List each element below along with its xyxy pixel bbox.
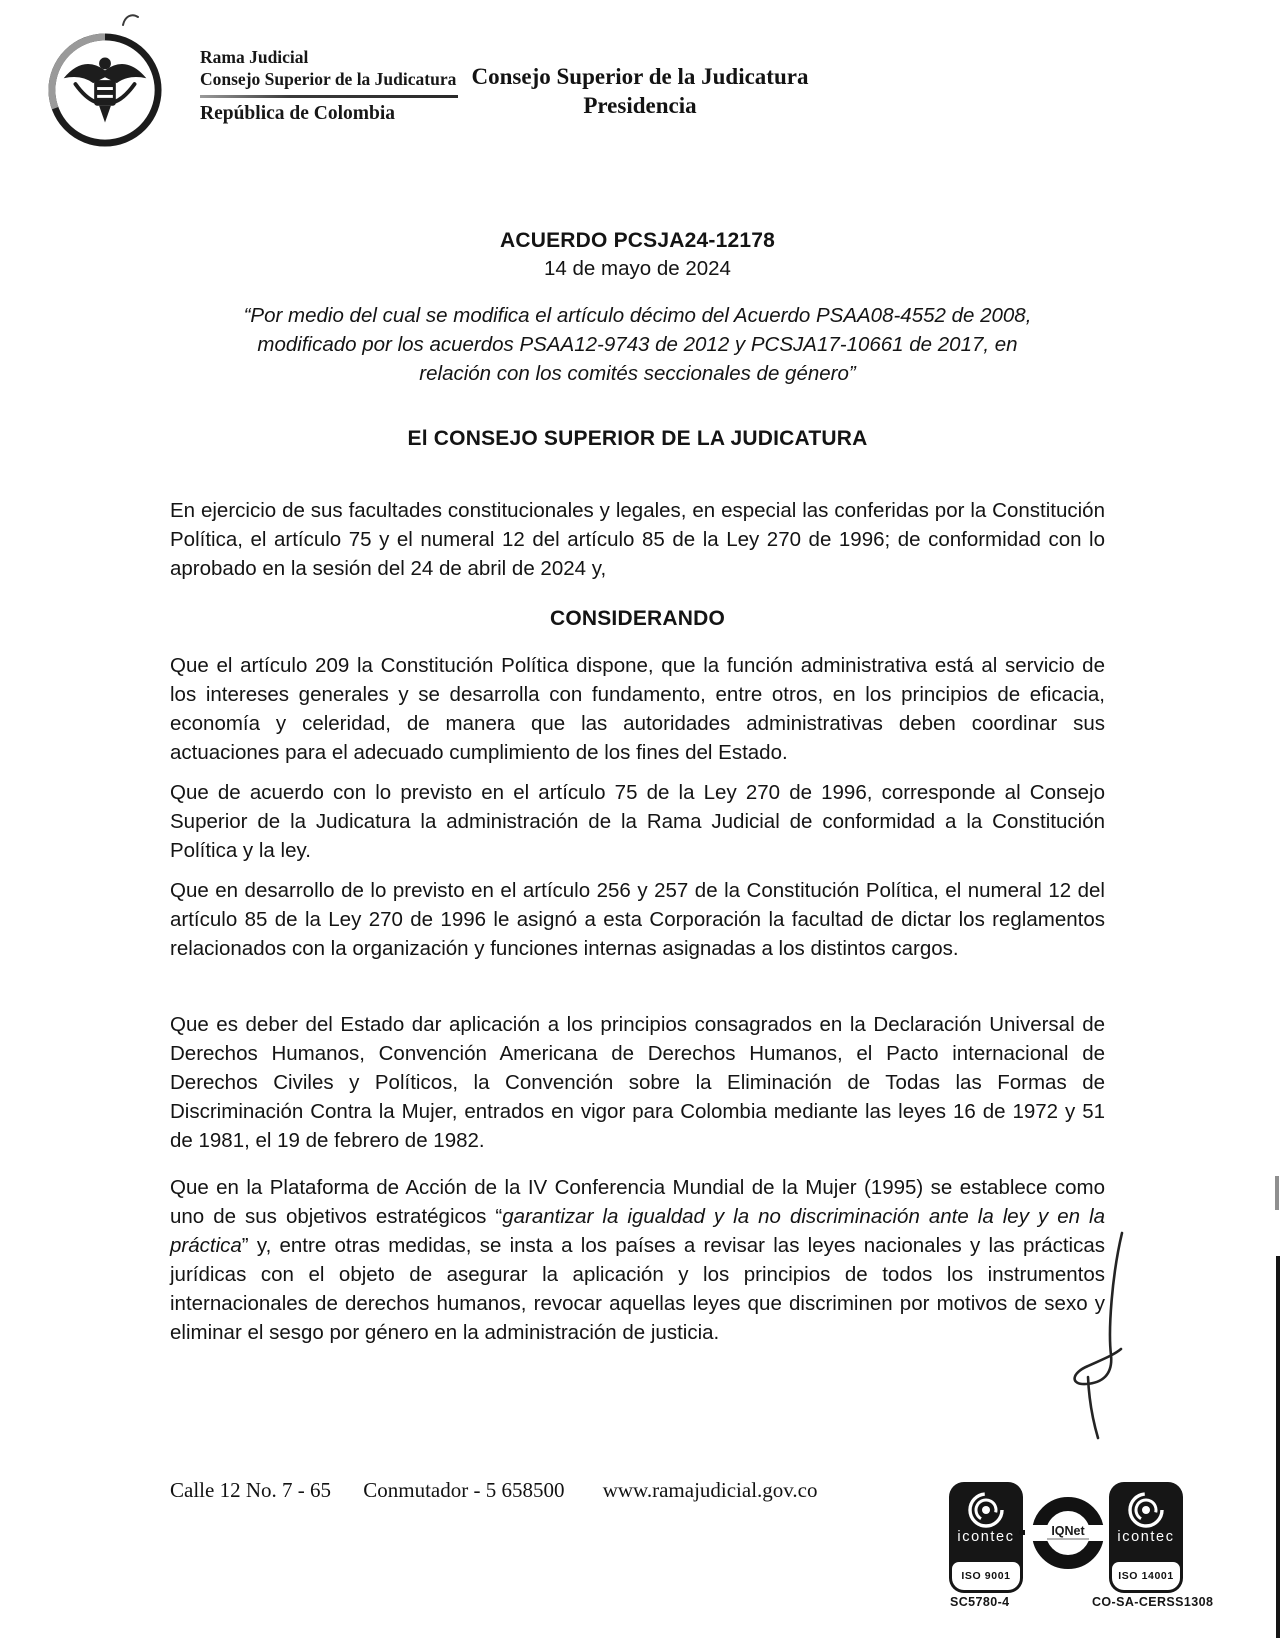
consideration-paragraph: Que de acuerdo con lo previsto en el artículo 75 de la Ley 270 de 1996, corresponde al Consejo Superior de la Judicatura la administración de la Rama Judicial de conformidad a la Constitución Política y la ley. bbox=[170, 781, 1105, 862]
certificate-code: SC5780-4 bbox=[950, 1595, 1010, 1609]
icontec-spiral-icon bbox=[964, 1488, 1008, 1532]
consideration-paragraph: Que en desarrollo de lo previsto en el artículo 256 y 257 de la Constitución Política, el numeral 12 del artículo 85 de la Ley 270 de 1996 le asignó a esta Corporación la facultad de dictar los reglamentos relacionados con la organización y funciones internas asignadas a los distintos cargos. bbox=[170, 879, 1105, 960]
iqnet-badge bbox=[1029, 1494, 1107, 1572]
letterhead-line: Rama Judicial bbox=[200, 47, 309, 67]
iqnet-band bbox=[1025, 1525, 1111, 1541]
iqnet-wordmark: IQNet bbox=[1051, 1524, 1085, 1538]
footer-website: www.ramajudicial.gov.co bbox=[602, 1478, 818, 1502]
subject-line: relación con los comités seccionales de género” bbox=[419, 362, 856, 385]
letterhead-line: Consejo Superior de la Judicatura bbox=[200, 69, 457, 89]
iqnet-microtext bbox=[1047, 1538, 1089, 1540]
scan-speck-mark bbox=[122, 12, 140, 28]
acuerdo-date: 14 de mayo de 2024 bbox=[544, 257, 731, 280]
footer-phone: Conmutador - 5 658500 bbox=[363, 1478, 565, 1502]
intro-paragraph: En ejercicio de sus facultades constitucionales y legales, en especial las conferidas por la Constitución Política, el artículo 75 y el numeral 12 del artículo 85 de la Ley 270 de 1996; de conformidad con lo aprobado en la sesión del 24 de abril de 2024 y, bbox=[170, 499, 1105, 580]
consideration-text: ” y, entre otras medidas, se insta a los países a revisar las leyes nacionales y las prácticas jurídicas con el objeto de asegurar la aplicación y los principios de todos los instrumentos internacionales de derechos humanos, revocar aquellas leyes que discriminen por motivos de sexo y eliminar el sesgo por género en la administración de justicia. bbox=[170, 1234, 1105, 1344]
considerando-heading: CONSIDERANDO bbox=[549, 607, 726, 630]
icontec-wordmark: icontec bbox=[957, 1529, 1015, 1545]
footer-contact-line bbox=[170, 1478, 930, 1503]
letterhead-line: República de Colombia bbox=[200, 103, 396, 124]
quoted-objective-text: garantizar la igualdad y la no discriminación ante la ley y en la práctica bbox=[170, 1205, 1105, 1257]
consideration-paragraph bbox=[170, 1173, 1105, 1347]
certificate-code: CO-SA-CERSS1308 bbox=[1092, 1595, 1214, 1609]
issuer-heading: El CONSEJO SUPERIOR DE LA JUDICATURA bbox=[407, 427, 868, 450]
consideration-paragraph: Que es deber del Estado dar aplicación a los principios consagrados en la Declaración Universal de Derechos Humanos, Convención Americana de Derechos Humanos, el Pacto internacional de Derechos Civiles y Políticos, la Convención sobre la Eliminación de Todas las Formas de Discriminación Contra la Mujer, entrados en vigor para Colombia mediante las leyes 16 de 1972 y 51 de 1981, el 19 de febrero de 1982. bbox=[170, 1013, 1105, 1152]
letterhead-office-block bbox=[440, 62, 840, 120]
icontec-iso9001-badge bbox=[949, 1482, 1023, 1593]
scan-artifact-line bbox=[1276, 1256, 1280, 1638]
icontec-wordmark: icontec bbox=[1117, 1529, 1175, 1545]
pen-stroke-mark bbox=[1030, 1225, 1140, 1445]
letterhead-entity-block bbox=[200, 46, 470, 126]
icontec-iso14001-badge bbox=[1109, 1482, 1183, 1593]
coat-of-arms-icon bbox=[46, 30, 164, 150]
acuerdo-subject bbox=[170, 301, 1105, 388]
office-title: Consejo Superior de la Judicatura bbox=[471, 64, 809, 89]
iso-standard-label: ISO 14001 bbox=[1112, 1562, 1180, 1590]
subject-line: modificado por los acuerdos PSAA12-9743 de 2012 y PCSJA17-10661 de 2017, en bbox=[257, 333, 1018, 356]
iso-standard-label: ISO 9001 bbox=[952, 1562, 1020, 1590]
letterhead-divider bbox=[200, 95, 458, 98]
footer-address: Calle 12 No. 7 - 65 bbox=[170, 1478, 331, 1502]
acuerdo-title: ACUERDO PCSJA24-12178 bbox=[500, 229, 775, 252]
consideration-text: Que en la Plataforma de Acción de la IV Conferencia Mundial de la Mujer (1995) se establece como uno de sus objetivos estratégicos “ bbox=[170, 1176, 1105, 1228]
scan-artifact-line bbox=[1275, 1176, 1279, 1210]
subject-line: “Por medio del cual se modifica el artículo décimo del Acuerdo PSAA08-4552 de 2008, bbox=[243, 304, 1032, 327]
icontec-spiral-icon bbox=[1124, 1488, 1168, 1532]
consideration-paragraph: Que el artículo 209 la Constitución Política dispone, que la función administrativa está al servicio de los intereses generales y se desarrolla con fundamento, entre otros, en los principios de eficacia, economía y celeridad, de manera que las autoridades administrativas deben coordinar sus actuaciones para el adecuado cumplimiento de los fines del Estado. bbox=[170, 654, 1105, 764]
office-subtitle: Presidencia bbox=[583, 93, 697, 118]
